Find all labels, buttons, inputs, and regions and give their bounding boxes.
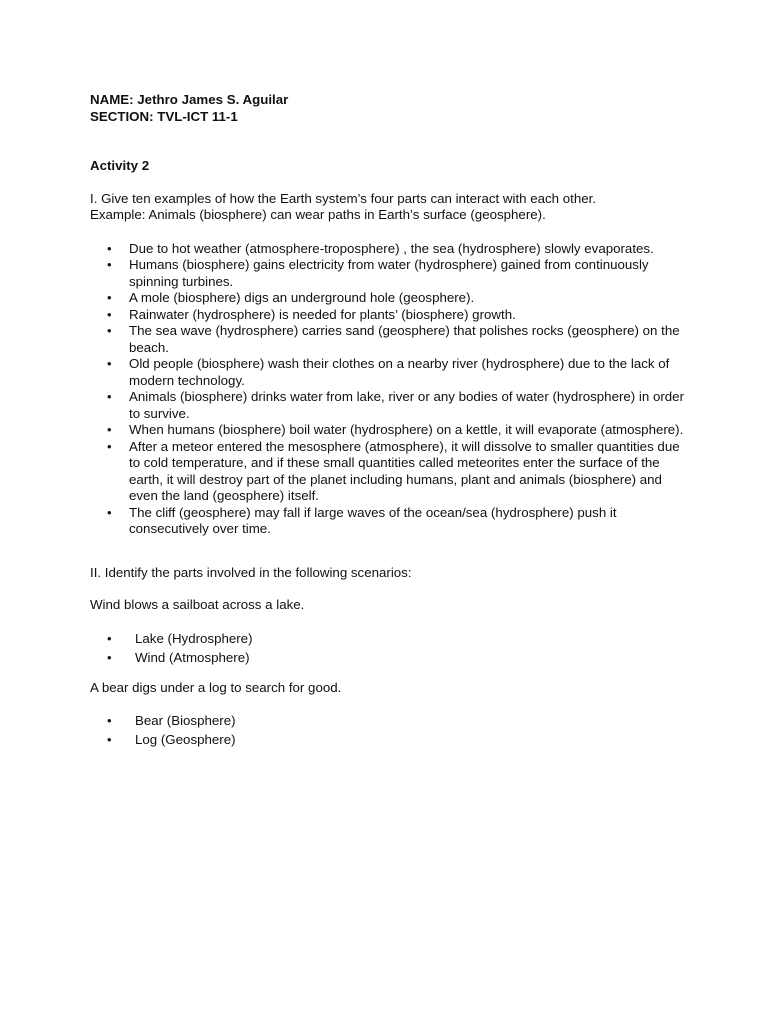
- scenario-1-text: Wind blows a sailboat across a lake.: [90, 597, 305, 612]
- list-item: • After a meteor entered the mesosphere (atmosphere), it will dissolve to smaller quantities due to cold temperature, and if these small quantities called meteorites enter the surface of the earth, it will destroy part of the planet including humans, plant and animals (biosphere) and even the land (geosphere) itself.: [90, 439, 690, 505]
- student-name: NAME: Jethro James S. Aguilar: [90, 92, 289, 107]
- list-item: • Bear (Biosphere): [90, 711, 690, 730]
- list-item: • Animals (biosphere) drinks water from lake, river or any bodies of water (hydrosphere) in order to survive.: [90, 389, 690, 422]
- list-item: • A mole (biosphere) digs an underground hole (geosphere).: [90, 290, 690, 307]
- list-item: • Wind (Atmosphere): [90, 648, 690, 667]
- list-item: • Log (Geosphere): [90, 730, 690, 749]
- scenario-1-answers: [90, 629, 690, 667]
- part1-instruction: I. Give ten examples of how the Earth system’s four parts can interact with each other.: [90, 190, 597, 206]
- document-body: [90, 92, 690, 749]
- scenario-2-answers: [90, 711, 690, 749]
- list-item: • Humans (biosphere) gains electricity from water (hydrosphere) gained from continuously spinning turbines.: [90, 257, 690, 290]
- list-item: • The cliff (geosphere) may fall if large waves of the ocean/sea (hydrosphere) push it consecutively over time.: [90, 505, 690, 538]
- list-item: • Due to hot weather (atmosphere-troposphere) , the sea (hydrosphere) slowly evaporates.: [90, 241, 690, 258]
- activity-title: Activity 2: [90, 158, 150, 173]
- part1-example: Example: Animals (biosphere) can wear paths in Earth’s surface (geosphere).: [90, 207, 546, 222]
- list-item: • Rainwater (hydrosphere) is needed for plants’ (biosphere) growth.: [90, 307, 690, 324]
- list-item: • Old people (biosphere) wash their clothes on a nearby river (hydrosphere) due to the lack of modern technology.: [90, 356, 690, 389]
- part2-instruction: II. Identify the parts involved in the following scenarios:: [90, 564, 412, 580]
- student-section: SECTION: TVL-ICT 11-1: [90, 108, 238, 124]
- list-item: • When humans (biosphere) boil water (hydrosphere) on a kettle, it will evaporate (atmosphere).: [90, 422, 690, 439]
- list-item: • Lake (Hydrosphere): [90, 629, 690, 648]
- scenario-2-text: A bear digs under a log to search for good.: [90, 679, 342, 695]
- part1-examples-list: [90, 241, 690, 538]
- list-item: • The sea wave (hydrosphere) carries sand (geosphere) that polishes rocks (geosphere) on the beach.: [90, 323, 690, 356]
